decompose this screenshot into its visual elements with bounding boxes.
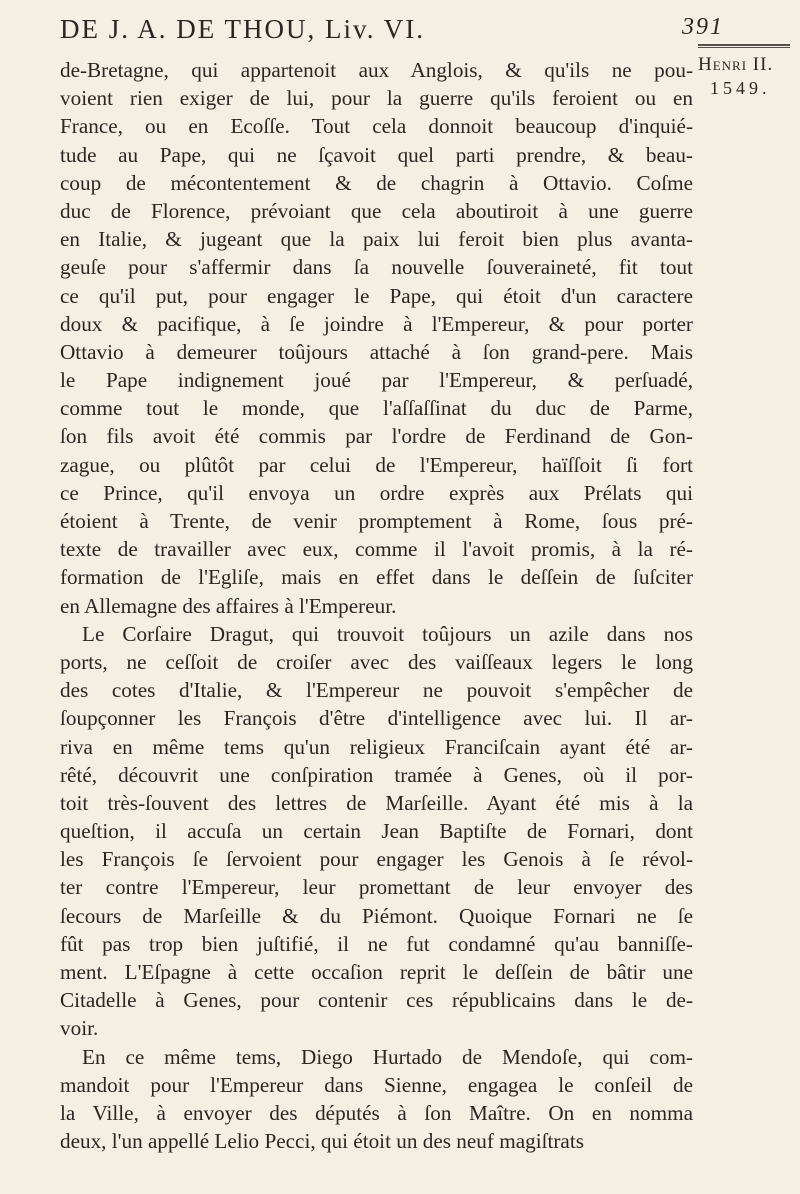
text-line: texte de travailler avec eux, comme il l'avoit promis, à la ré- [60,537,693,562]
text-line: ter contre l'Empereur, leur promettant de leur envoyer des [60,875,693,900]
body-text [60,56,693,1155]
text-line: duc de Florence, prévoiant que cela aboutiroit à une guerre [60,198,693,223]
margin-king-name: Henri II. [698,54,774,75]
text-line: la Ville, à envoyer des députés à ſon Maître. On en nomma [60,1100,693,1125]
text-line: les François ſe ſervoient pour engager les Genois à ſe révol- [60,847,693,872]
text-line: rêté, découvrit une conſpiration tramée à Genes, où il por- [60,762,693,787]
text-line: ment. L'Eſpagne à cette occaſion reprit le deſſein de bâtir une [60,960,693,984]
text-line: deux, l'un appellé Lelio Pecci, qui étoit un des neuf magiſtrats [60,1129,584,1154]
margin-rule [698,44,790,48]
text-line: formation de l'Egliſe, mais en effet dans le deſſein de ſuſciter [60,565,693,590]
text-line: voient rien exiger de lui, pour la guerre qu'ils feroient ou en [60,86,693,111]
text-line: zague, ou plûtôt par celui de l'Empereur, haïſſoit ſi fort [60,452,693,477]
running-head-title: DE J. A. DE THOU, Liv. VI. [60,14,425,44]
margin-year: 1549. [710,78,771,98]
text-line: de-Bretagne, qui appartenoit aux Anglois, & qu'ils ne pou- [60,58,693,82]
page-number: 391 [682,14,724,40]
text-line: le Pape indignement joué par l'Empereur, & perſuadé, [60,368,693,393]
text-line: France, ou en Ecoſſe. Tout cela donnoit beaucoup d'inquié- [60,114,693,139]
text-line: fût pas trop bien juſtifié, il ne fut condamné qu'au banniſſe- [60,931,693,956]
text-line: Citadelle à Genes, pour contenir ces républicains dans le de- [60,988,693,1013]
text-line: ſoupçonner les François d'être d'intelligence avec lui. Il ar- [60,706,693,731]
margin-note [696,44,792,99]
text-line: ſecours de Marſeille & du Piémont. Quoique Fornari ne ſe [60,903,693,928]
text-line: En ce même tems, Diego Hurtado de Mendoſe, qui com- [82,1044,693,1069]
text-line: voir. [60,1016,99,1041]
text-line: ce Prince, qu'il envoya un ordre exprès aux Prélats qui [60,480,693,505]
text-line: en Italie, & jugeant que la paix lui feroit bien plus avanta- [60,227,693,252]
text-line: toit très-ſouvent des lettres de Marſeille. Ayant été mis à la [60,790,693,815]
text-line: ports, ne ceſſoit de croiſer avec des vaiſſeaux legers le long [60,649,693,674]
text-line: riva en même tems qu'un religieux Franciſcain ayant été ar- [60,734,693,759]
text-line: ce qu'il put, pour engager le Pape, qui étoit d'un caractere [60,283,693,308]
text-line: coup de mécontentement & de chagrin à Ottavio. Coſme [60,170,693,195]
text-line: mandoit pour l'Empereur dans Sienne, engagea le conſeil de [60,1072,693,1097]
text-line: comme tout le monde, que l'aſſaſſinat du duc de Parme, [60,396,693,421]
text-line: tude au Pape, qui ne ſçavoit quel parti prendre, & beau- [60,142,693,167]
text-line: en Allemagne des affaires à l'Empereur. [60,593,397,618]
text-line: ſon fils avoit été commis par l'ordre de Ferdinand de Gon- [60,424,693,449]
text-line: Ottavio à demeurer toûjours attaché à ſon grand-pere. Mais [60,339,693,364]
text-line: geuſe pour s'affermir dans ſa nouvelle ſouveraineté, fit tout [60,255,693,280]
text-line: queſtion, il accuſa un certain Jean Baptiſte de Fornari, dont [60,819,693,844]
text-line: des cotes d'Italie, & l'Empereur ne pouvoit s'empêcher de [60,678,693,703]
text-line: Le Corſaire Dragut, qui trouvoit toûjours un azile dans nos [82,621,693,646]
text-line: doux & pacifique, à ſe joindre à l'Empereur, & pour porter [60,311,693,336]
text-line: étoient à Trente, de venir promptement à Rome, ſous pré- [60,509,693,533]
